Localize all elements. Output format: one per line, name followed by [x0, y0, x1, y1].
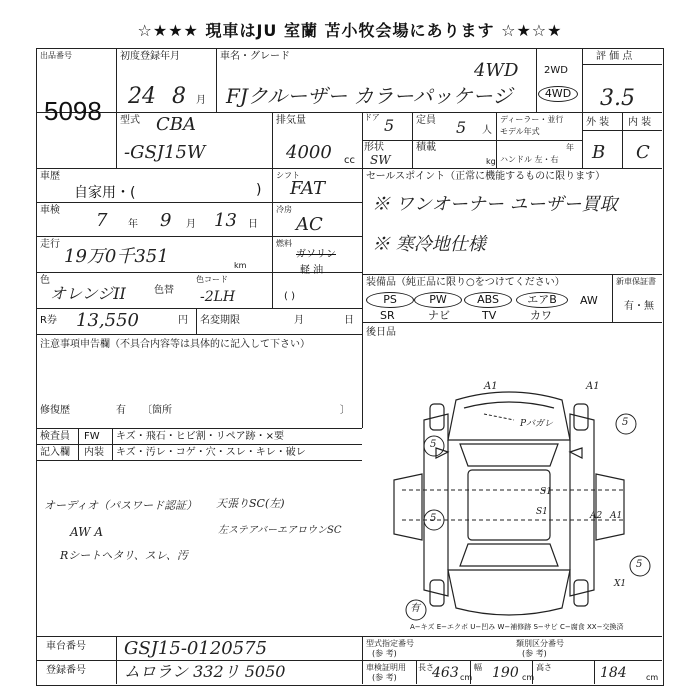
note-steering: 左ステアバーエアロウンSC: [218, 525, 342, 536]
equip-navi: ナビ: [428, 309, 450, 322]
class-designation-label: 類別区分番号: [516, 639, 564, 648]
aircon-value: AC: [296, 214, 323, 235]
width-label: 幅: [474, 663, 482, 672]
rear-seat-label: 後日品: [366, 327, 396, 338]
repair-value: 有: [116, 405, 126, 416]
equip-airbag: エアB: [516, 292, 568, 308]
inspection-day-unit: 日: [248, 219, 258, 230]
equip-aw: AW: [580, 294, 598, 307]
interior-label: 内 装: [628, 117, 652, 128]
exterior-value: B: [592, 142, 606, 163]
mark-a1-right: A1: [586, 381, 600, 392]
equip-abs: ABS: [464, 292, 512, 308]
name-change-label: 名変期限: [200, 315, 240, 326]
warranty-value: 有・無: [624, 301, 654, 312]
note-rear-seat: Rシートヘタリ、スレ、汚: [60, 549, 188, 562]
shape-label: 形状: [364, 142, 384, 153]
drive-4wd-circled: 4WD: [538, 86, 578, 102]
score-label: 評 価 点: [596, 51, 633, 62]
recycle-label: R券: [40, 315, 57, 326]
mileage-label: 走行: [40, 239, 60, 250]
inspector-fw-codes: キズ・飛石・ヒビ割・リペア跡・×要: [116, 431, 284, 442]
model-year-label: モデル年式: [500, 127, 540, 136]
first-reg-month: 8: [172, 84, 186, 109]
equip-ps: PS: [366, 292, 414, 308]
chassis-value: GSJ15-0120575: [124, 638, 268, 659]
lot-number: 5098: [44, 96, 102, 126]
repair-detail: 〔箇所: [142, 405, 172, 416]
width-value: 190: [492, 665, 519, 681]
mark-a1-left: A1: [484, 381, 498, 392]
model-value-2: -GSJ15W: [124, 142, 206, 163]
registration-value: ムロラン 332リ 5050: [124, 662, 286, 681]
damage-legend: A−キズ E−エクボ U−凹み W−補修跡 S−サビ C−腐食 XX−交換済: [410, 623, 624, 631]
mark-p-gare: Pバガレ: [520, 419, 554, 429]
inspector-label-1: 検査員: [40, 431, 70, 442]
inspection-year-unit: 年: [128, 219, 138, 230]
model-value-1: CBA: [156, 114, 196, 135]
sales-points-label: セールスポイント（正常に機能するものに限ります）: [366, 171, 606, 182]
inspection-month-unit: 月: [186, 219, 196, 230]
fuel-paren: ( ): [284, 291, 295, 302]
handle-label: ハンドル 左・右: [500, 155, 559, 164]
capacity-value: 5: [456, 118, 467, 137]
color-value: オレンジII: [50, 284, 126, 303]
color-change-label: 色替: [154, 285, 174, 296]
repair-label: 修復歴: [40, 405, 70, 416]
car-name-value: FJクルーザー カラーパッケージ: [226, 84, 513, 108]
equip-pw: PW: [414, 292, 462, 308]
displacement-unit: cc: [344, 155, 355, 166]
repair-close: 〕: [340, 405, 350, 416]
mark-x1: X1: [614, 579, 627, 589]
usage-value: 自家用・(: [74, 185, 136, 201]
warranty-label: 新車保証書: [616, 277, 656, 286]
fuel-light-oil: 軽 油: [300, 265, 324, 276]
interior-value: C: [636, 142, 650, 163]
shape-value: SW: [370, 153, 391, 167]
fuel-gasoline: ガソリン: [296, 249, 336, 260]
first-reg-year: 24: [128, 84, 156, 109]
sales-point-2: ※ 寒冷地仕様: [372, 234, 486, 255]
mark-a1-side: A1: [610, 511, 623, 521]
length-label: 長さ: [418, 663, 434, 672]
lot-label: 出品番号: [40, 51, 72, 60]
displacement-value: 4000: [286, 142, 332, 163]
inspection-year: 7: [96, 210, 108, 231]
length-value: 463: [432, 665, 459, 681]
height-unit: cm: [646, 673, 659, 682]
model-label: 型式: [120, 115, 140, 126]
doors-label: ドア: [364, 113, 380, 122]
model-year-unit: 年: [566, 143, 574, 152]
exterior-label: 外 装: [586, 117, 610, 128]
recycle-unit: 円: [178, 315, 188, 326]
mark-a2: A2: [590, 511, 603, 521]
cert-label: 車検証明用: [366, 663, 406, 672]
inspector-naisou-codes: キズ・汚レ・コゲ・穴・スレ・キレ・破レ: [116, 447, 306, 458]
capacity-unit: 人: [482, 125, 492, 136]
inspector-fw: FW: [84, 431, 100, 442]
inspector-label-2: 記入欄: [40, 447, 70, 458]
page-title: ☆★★★ 現車はJU 室蘭 苫小牧会場にあります ☆★☆★: [137, 21, 563, 40]
aircon-label: 冷房: [276, 205, 292, 214]
chassis-label: 車台番号: [46, 641, 86, 652]
mileage-unit: km: [234, 261, 247, 270]
note-aw: AW A: [70, 525, 103, 539]
mark-5-rear-right: 5: [636, 559, 643, 570]
note-headliner: 天張りSC(左): [216, 497, 285, 510]
drive-note: 4WD: [474, 60, 519, 81]
fuel-label: 燃料: [276, 239, 292, 248]
mileage-value: 19万0千351: [64, 246, 169, 267]
car-outline: [394, 392, 627, 615]
cert-sub: (参 考): [372, 673, 397, 682]
recycle-value: 13,550: [76, 310, 139, 331]
model-designation-sub: (参 考): [372, 649, 397, 658]
car-damage-diagram: [364, 370, 662, 632]
registration-label: 登録番号: [46, 665, 86, 676]
drive-2wd: 2WD: [544, 65, 568, 76]
mark-5-front-left: 5: [430, 439, 437, 450]
length-unit: cm: [460, 673, 473, 682]
color-label: 色: [40, 275, 50, 286]
notes-label: 注意事項申告欄（不具合内容等は具体的に記入して下さい）: [40, 339, 310, 350]
inspection-month: 9: [160, 210, 172, 231]
sales-point-1: ※ ワンオーナー ユーザー買取: [372, 194, 618, 215]
displacement-label: 排気量: [276, 115, 306, 126]
shift-label: シフト: [276, 171, 300, 180]
width-unit: cm: [522, 673, 535, 682]
height-value: 184: [600, 665, 627, 681]
inspection-day: 13: [214, 210, 237, 231]
inspection-label: 車検: [40, 205, 60, 216]
doors-value: 5: [384, 116, 395, 135]
mark-s1-top: S1: [540, 487, 552, 497]
usage-label: 車歴: [40, 171, 60, 182]
dealer-label: ディーラー・並行: [500, 115, 564, 124]
first-reg-month-unit: 月: [196, 95, 206, 106]
color-code-label: 色コード: [196, 275, 228, 284]
color-code-value: -2LH: [200, 289, 236, 305]
equip-leather: カワ: [530, 309, 552, 322]
equip-tv: TV: [482, 309, 497, 322]
equipment-label: 装備品（純正品に限り○をつけてください）: [366, 277, 565, 288]
score-value: 3.5: [600, 86, 635, 111]
mark-s1-mid: S1: [536, 507, 548, 517]
class-designation-sub: (参 考): [522, 649, 547, 658]
first-reg-label: 初度登録年月: [120, 51, 180, 62]
car-name-label: 車名・グレード: [220, 51, 290, 62]
equip-sr: SR: [380, 309, 395, 322]
mark-5-front-right: 5: [622, 417, 629, 428]
height-label: 高さ: [536, 663, 552, 672]
load-label: 積載: [416, 142, 436, 153]
load-unit: kg: [486, 157, 496, 166]
mark-5-rear-left: 5: [430, 513, 437, 524]
note-audio: オーディオ（パスワード認証）: [44, 499, 198, 512]
name-change-day-unit: 日: [344, 315, 354, 326]
capacity-label: 定員: [416, 115, 436, 126]
shift-value: FAT: [290, 178, 325, 199]
mark-yuu: 有: [410, 603, 420, 614]
usage-close: ): [256, 182, 262, 198]
name-change-month-unit: 月: [294, 315, 304, 326]
inspector-naisou: 内装: [84, 447, 104, 458]
model-designation-label: 型式指定番号: [366, 639, 414, 648]
